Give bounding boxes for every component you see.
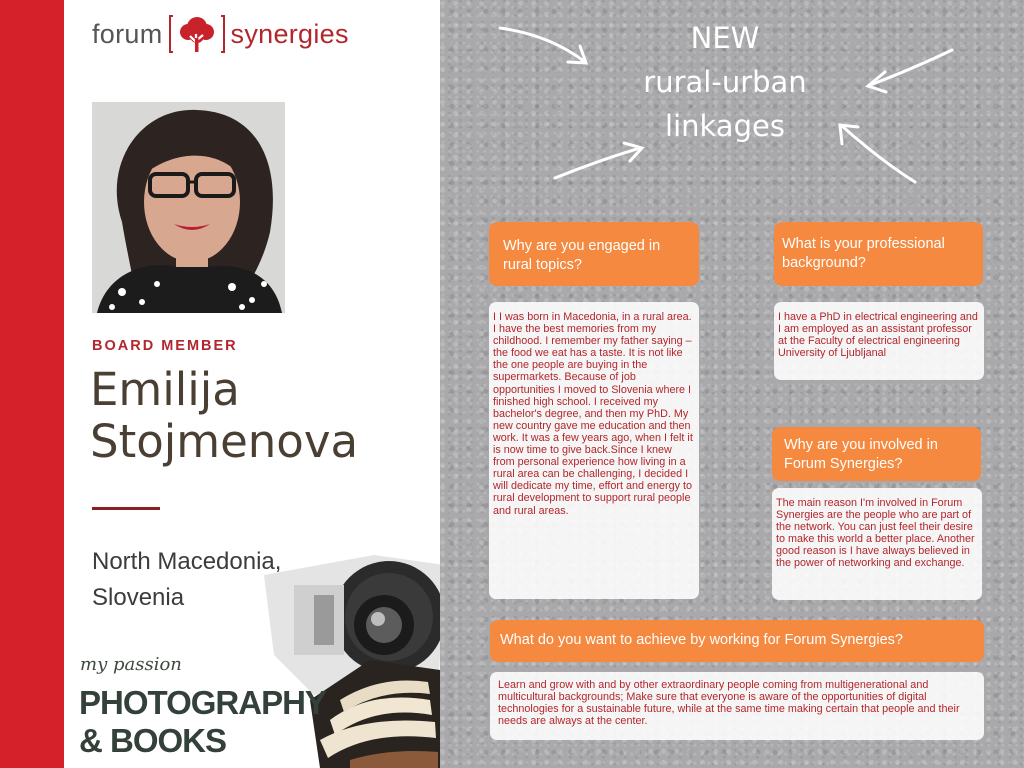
answer-text: Learn and grow with and by other extraordinary people coming from multigenerational and multicultural backgrounds; Make sure that everyone is aware of the opportunities of digital technologies for a sustainable future, while at the same time making certain that people and their needs are always at the center. <box>498 679 960 728</box>
name-first: Emilija <box>90 363 240 416</box>
answer-text: The main reason I'm involved in Forum Synergies are the people who are part of the network. You can just feel their desire to make this world a better place. Another good reason is I have always believed in the power of networking and exchange. <box>776 497 975 570</box>
question-box <box>774 222 983 286</box>
name-divider <box>92 507 160 510</box>
role-label: BOARD MEMBER <box>92 338 238 354</box>
logo-word-forum: forum <box>92 18 163 49</box>
profile-panel <box>64 0 440 768</box>
answer-box <box>772 488 982 600</box>
tree-logo-icon <box>169 14 225 54</box>
question-box <box>772 427 981 481</box>
name-last: Stojmenova <box>90 415 359 468</box>
answer-box <box>489 302 699 599</box>
passion-line-1: PHOTOGRAPHY <box>79 684 326 721</box>
passion-label: my passion <box>80 654 182 675</box>
arrow-icon <box>842 126 915 182</box>
passion-line-2: & BOOKS <box>79 722 227 759</box>
arrow-icon <box>555 148 640 178</box>
forum-synergies-logo <box>92 14 349 54</box>
passion-title <box>79 684 326 760</box>
answer-box <box>490 672 984 740</box>
question-box <box>489 222 699 286</box>
member-name <box>90 364 358 468</box>
headline-line-2: rural-urban <box>643 65 807 99</box>
question-box <box>490 620 984 662</box>
question-text: What is your professional background? <box>782 236 945 271</box>
books-image <box>310 660 440 768</box>
headline-line-3: linkages <box>665 109 785 143</box>
answer-text: I have a PhD in electrical engineering and I am employed as an assistant professor at the Faculty of electrical engineering University of Ljubljanal <box>778 311 978 360</box>
answer-box <box>774 302 984 380</box>
arrow-icon <box>870 50 952 85</box>
location-line-1: North Macedonia, <box>92 548 282 575</box>
question-text: Why are you engaged in rural topics? <box>503 238 661 273</box>
headline <box>610 16 840 148</box>
headline-line-1: NEW <box>690 21 760 55</box>
answer-text: I I was born in Macedonia, in a rural area. I have the best memories from my childhood. I remember my father saying – the food we eat has a taste. It is not like the one people are buying in the supermarkets. Because of job opportunities I moved to Slovenia where I finished high school. I received my bachelor's degree, and then my PhD. My new country gave me education and then work. It was a few years ago, when I felt it is now time to give back.Since I knew from personal experience how living in a rural area can be challenging, I decided I will dedicate my time, effort and energy to rural development to support rural people and rural areas. <box>493 311 693 517</box>
arrow-icon <box>500 28 585 62</box>
member-portrait-image <box>92 102 285 313</box>
interview-panel <box>440 0 1024 768</box>
question-text: Why are you involved in Forum Synergies? <box>784 437 938 472</box>
left-red-strip <box>0 0 64 768</box>
location-line-2: Slovenia <box>92 584 185 611</box>
question-text: What do you want to achieve by working for Forum Synergies? <box>500 632 903 648</box>
logo-word-synergies: synergies <box>230 18 349 49</box>
